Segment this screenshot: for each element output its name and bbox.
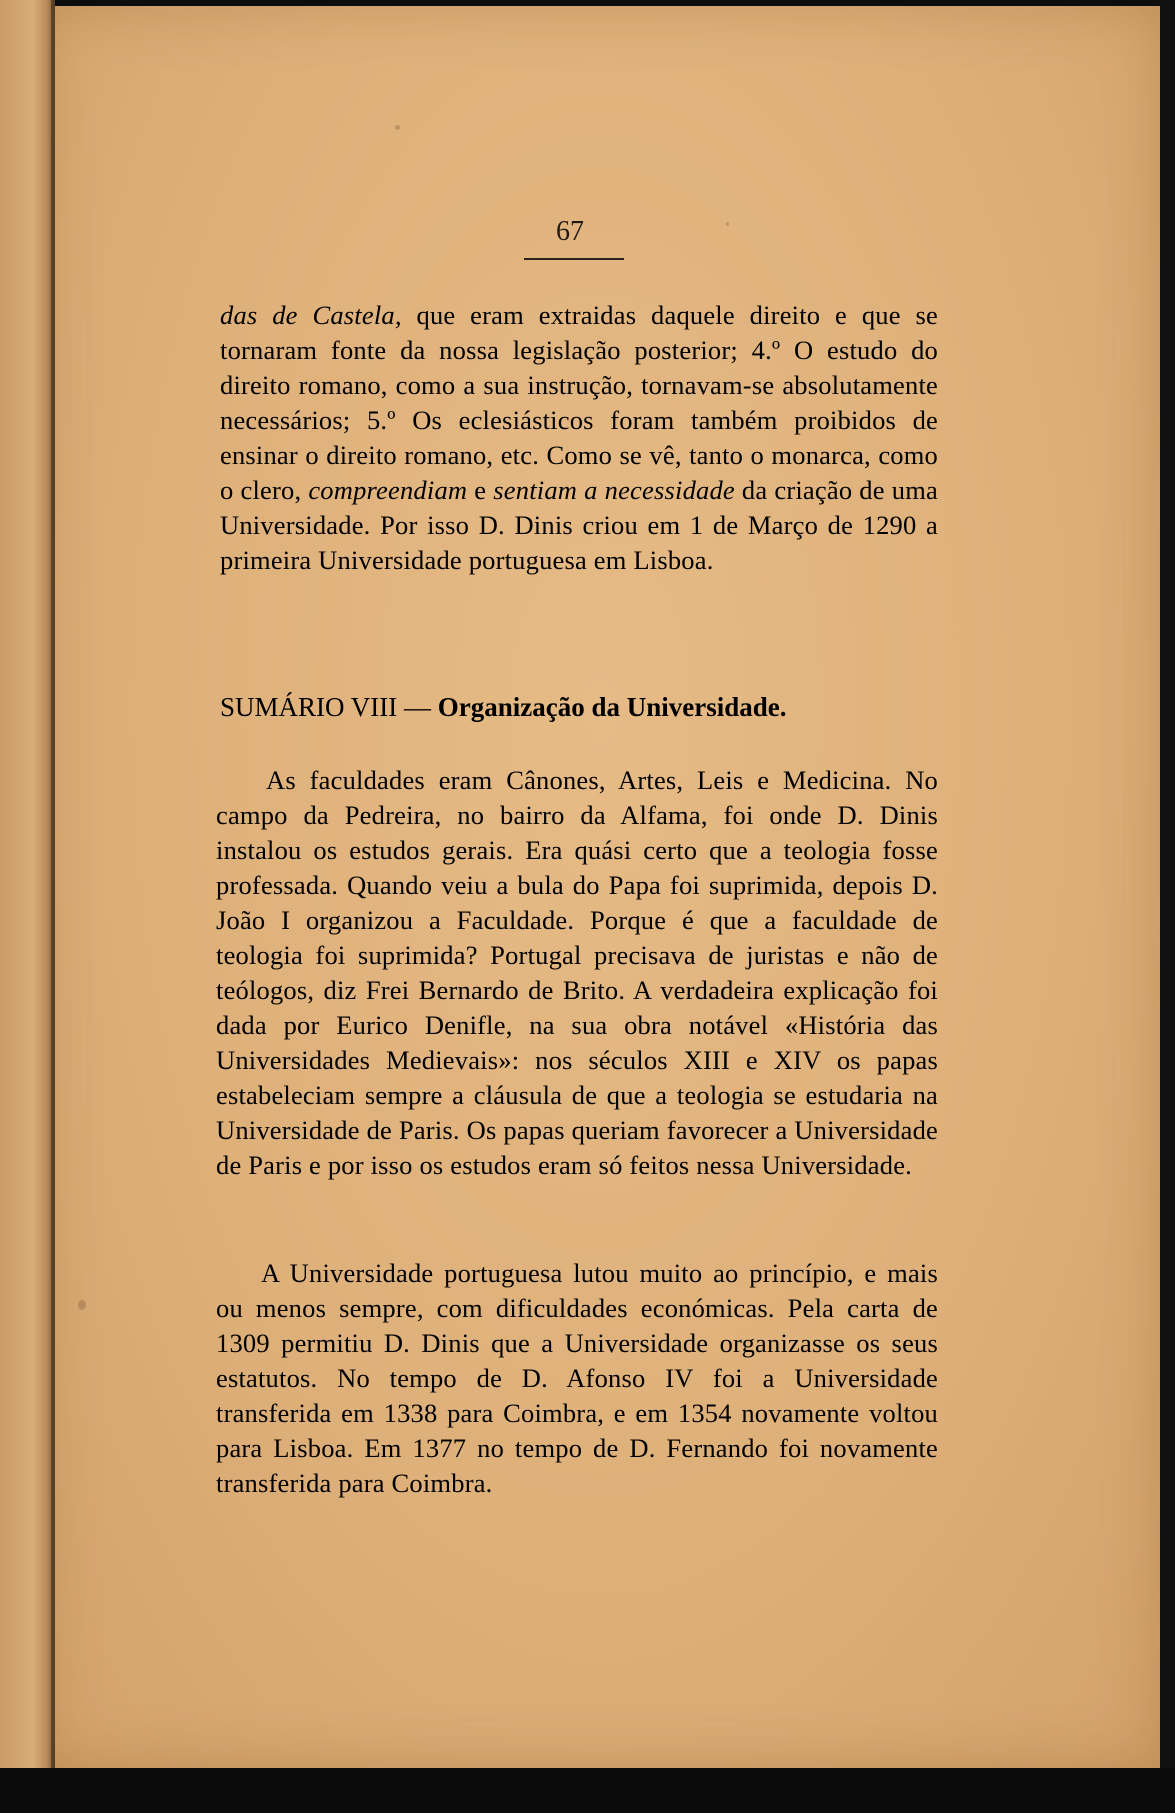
paragraph-1	[220, 298, 938, 578]
scan-border-right	[1160, 0, 1175, 1813]
page-number: 67	[556, 216, 584, 247]
paper-spot	[78, 1300, 86, 1310]
paragraph-2: As faculdades eram Cânones, Artes, Leis e Medicina. No campo da Pedreira, no bairro da Alfama, foi onde D. Dinis instalou os estudos gerais. Era quási certo que a teologia fosse professada. Quando veiu a bula do Papa foi suprimida, depois D. João I organizou a Faculdade. Porque é que a faculdade de teologia foi suprimida? Portugal precisava de juristas e não de teólogos, diz Frei Bernardo de Brito. A verdadeira explicação foi dada por Eurico Denifle, na sua obra notável «História das Universidades Medievais»: nos séculos XIII e XIV os papas estabeleciam sempre a cláusula de que a teologia se estudaria na Universidade de Paris. Os papas queriam favorecer a Universidade de Paris e por isso os estudos eram só feitos nessa Universidade.	[216, 765, 938, 1180]
summary-heading	[220, 690, 938, 725]
body-text: e	[467, 475, 494, 505]
summary-number: SUMÁRIO VIII —	[220, 692, 438, 722]
body-text: que eram extraidas daquele direito e que se tornaram fonte da nossa legislação posterior; 4.º O estudo do direito romano, como a sua instrução, tornavam-se absolutamente necessários; 5.º Os eclesiásticos foram também proibidos de ensinar o direito romano, etc. Como se vê, tanto o monarca, como o clero,	[220, 300, 938, 505]
scan-border-bottom	[0, 1768, 1175, 1813]
body-text: da criação de uma Universidade. Por isso D. Dinis criou em 1 de Março de 1290 a primeira Universidade portuguesa em Lisboa.	[220, 475, 938, 575]
book-spine-edge	[0, 0, 55, 1813]
page-number-rule	[524, 258, 624, 260]
italic-text: das de Castela,	[220, 300, 402, 330]
paper-spot	[726, 222, 729, 226]
paper-spot	[395, 125, 400, 130]
italic-text: sentiam a necessidade	[493, 475, 735, 505]
italic-text: compreendiam	[308, 475, 468, 505]
paragraph-3: A Universidade portuguesa lutou muito ao princípio, e mais ou menos sempre, com dificuldades económicas. Pela carta de 1309 permitiu D. Dinis que a Universidade organizasse os seus estatutos. No tempo de D. Afonso IV foi a Universidade transferida em 1338 para Coimbra, e em 1354 novamente voltou para Lisboa. Em 1377 no tempo de D. Fernando foi novamente transferida para Coimbra.	[216, 1258, 938, 1498]
summary-title: Organização da Universidade.	[437, 692, 787, 722]
